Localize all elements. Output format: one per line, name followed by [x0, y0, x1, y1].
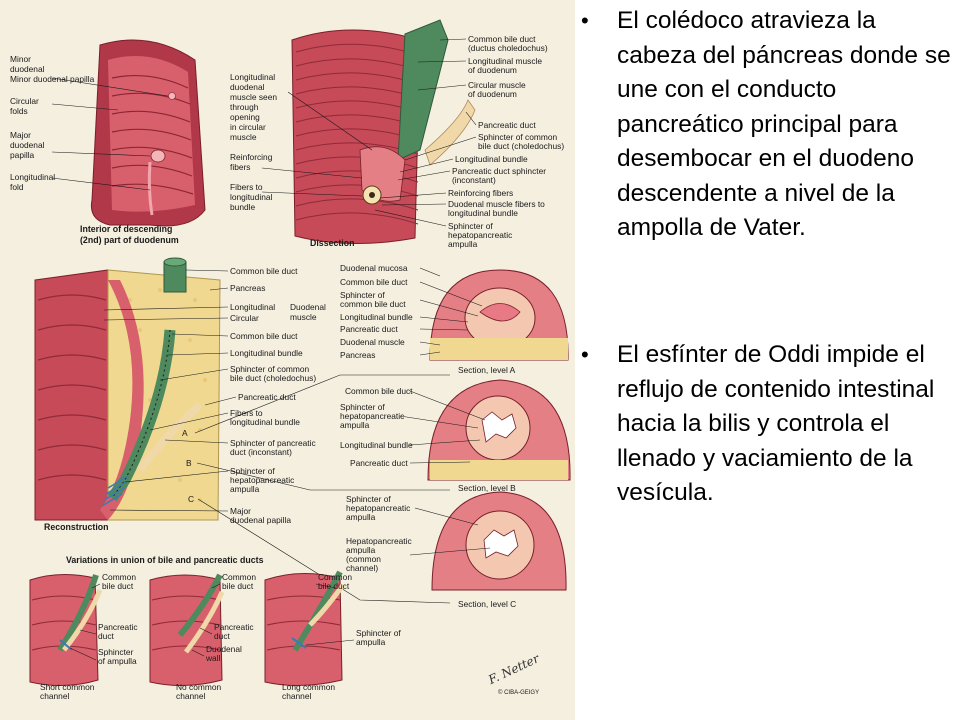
label-pancreatic-duct-recon: Pancreatic duct: [238, 392, 296, 402]
label-ampulla-sphincter-recon: Sphincter of hepatopancreatic ampulla: [230, 466, 295, 494]
label-reinforcing-fibers-right: Reinforcing fibers: [448, 188, 514, 198]
label-pancreatic-duct-diss: Pancreatic duct: [478, 120, 536, 130]
caption-var1: Short common channel: [40, 682, 95, 701]
label-fibers-longitudinal-left: Fibers to longitudinal bundle: [230, 182, 273, 212]
bullet-dot-icon: •: [581, 8, 589, 33]
label-reinforcing-fibers-left: Reinforcing fibers: [230, 152, 273, 172]
variation-short: [30, 574, 100, 685]
label-major-papilla: Major duodenal papilla: [10, 130, 45, 160]
label-var1-cbd: Common bile duct: [102, 572, 136, 591]
label-major-papilla-recon: Major duodenal papilla: [230, 506, 292, 525]
label-duodenal-muscle-secA: Duodenal muscle: [340, 337, 405, 347]
label-pancreas-secA: Pancreas: [340, 350, 376, 360]
label-var1-pd: Pancreatic duct: [98, 622, 138, 641]
label-circular-recon: Circular: [230, 313, 259, 323]
label-circular-folds: Circular folds: [10, 96, 39, 116]
section-a: [430, 270, 568, 360]
label-cbd-secB: Common bile duct: [345, 386, 413, 396]
label-duodenal-fibers-diss: Duodenal muscle fibers to longitudinal bundle: [448, 199, 545, 218]
label-pancreas-recon: Pancreas: [230, 283, 266, 293]
section-c: [432, 492, 566, 590]
label-cbd2-recon: Common bile duct: [230, 331, 298, 341]
label-longitudinal-recon: Longitudinal: [230, 302, 276, 312]
label-pancreatic-duct-secB: Pancreatic duct: [350, 458, 408, 468]
label-var3-sphincter: Sphincter of ampulla: [356, 628, 401, 647]
bullet-dot-icon: •: [581, 342, 589, 367]
label-longitudinal-bundle-diss: Longitudinal bundle: [455, 154, 528, 164]
label-var2-cbd: Common bile duct: [222, 572, 256, 591]
bullet-item: [581, 4, 953, 246]
caption-dissection: Dissection: [310, 238, 355, 248]
label-sphincter-ampulla-secC: Sphincter of hepatopancreatic ampulla: [346, 494, 411, 522]
label-minor-papilla: Minor duodenal Minor duodenal papilla: [10, 54, 95, 84]
label-cbd-secA: Common bile duct: [340, 277, 408, 287]
label-var3-cbd: Common bile duct: [318, 572, 352, 591]
section-level-a: Section, level A: [458, 365, 516, 375]
bullet-text: El esfínter de Oddi impide el reflujo de contenido intestinal hacia la bilis y controla el llenado y vaciamiento de la vesícula.: [617, 341, 935, 506]
interior-duodenum-panel: [10, 40, 205, 245]
label-duodenal-mucosa: Duodenal mucosa: [340, 263, 408, 273]
caption-variations: Variations in union of bile and pancreatic ducts: [66, 555, 264, 565]
marker-b: B: [186, 458, 192, 468]
section-level-b: Section, level B: [458, 483, 516, 493]
bullet-text: El colédoco atravieza la cabeza del páncreas donde se une con el conducto pancreático principal para desembocar en el duodeno descendente a nivel de la ampolla de Vater.: [617, 7, 951, 241]
label-duodenal-muscle-recon: Duodenal muscle: [290, 302, 326, 322]
label-long-bundle-secA: Longitudinal bundle: [340, 312, 413, 322]
artist-signature: F. Netter: [486, 651, 542, 687]
label-cbd-choledochus: Common bile duct (ductus choledochus): [468, 34, 548, 53]
copyright-mark: © CIBA-GEIGY: [498, 690, 540, 696]
label-cbd-recon: Common bile duct: [230, 266, 298, 276]
marker-c: C: [188, 494, 195, 504]
label-sphincter-cbd-recon: Sphincter of common bile duct (choledochus): [230, 364, 317, 383]
marker-a: A: [182, 428, 188, 438]
bullet-item: [581, 338, 953, 511]
label-pd-sphincter-diss: Pancreatic duct sphincter (inconstant): [452, 166, 547, 185]
label-sphincter-ampulla-secB: Sphincter of hepatopancreatic ampulla: [340, 402, 405, 430]
label-longitudinal-muscle-duodenum: Longitudinal muscle of duodenum: [468, 56, 543, 75]
label-longitudinal-duodenal-muscle: Longitudinal duodenal muscle seen through opening in circular muscle: [230, 72, 278, 142]
caption-reconstruction: Reconstruction: [44, 522, 109, 532]
label-long-bundle-recon: Longitudinal bundle: [230, 348, 303, 358]
label-hp-ampulla-secC: Hepatopancreatic ampulla (common channel): [346, 536, 412, 573]
bullet-list-panel: [578, 0, 960, 720]
reconstruction-panel: [35, 258, 450, 603]
section-b: [428, 380, 570, 480]
caption-var3: Long common channel: [282, 682, 336, 701]
caption-var2: No common channel: [176, 682, 222, 701]
label-sphincter-cbd-diss: Sphincter of common bile duct (choledochus): [478, 132, 565, 151]
variation-none: [150, 575, 222, 686]
label-fibers-recon: Fibers to longitudinal bundle: [230, 408, 300, 427]
caption-interior: Interior of descending (2nd) part of duodenum: [80, 224, 179, 245]
label-pancreatic-duct-secA: Pancreatic duct: [340, 324, 398, 334]
label-circular-muscle-duodenum: Circular muscle of duodenum: [468, 80, 526, 99]
section-level-c: Section, level C: [458, 599, 517, 609]
dissection-panel: [230, 20, 564, 249]
label-var1-sphincter: Sphincter of ampulla: [98, 647, 137, 666]
label-var2-pd: Pancreatic duct: [214, 622, 254, 641]
variations-panel: [30, 555, 401, 701]
label-pd-sphincter-recon: Sphincter of pancreatic duct (inconstant): [230, 438, 316, 457]
label-sphincter-cbd-secA: Sphincter of common bile duct: [340, 290, 406, 309]
label-long-bundle-secB: Longitudinal bundle: [340, 440, 413, 450]
label-longitudinal-fold: Longitudinal fold: [10, 172, 56, 192]
label-sphincter-ampulla-diss: Sphincter of hepatopancreatic ampulla: [448, 221, 513, 249]
sections-panel: [340, 263, 570, 609]
label-var2-wall: Duodenal wall: [206, 644, 242, 663]
